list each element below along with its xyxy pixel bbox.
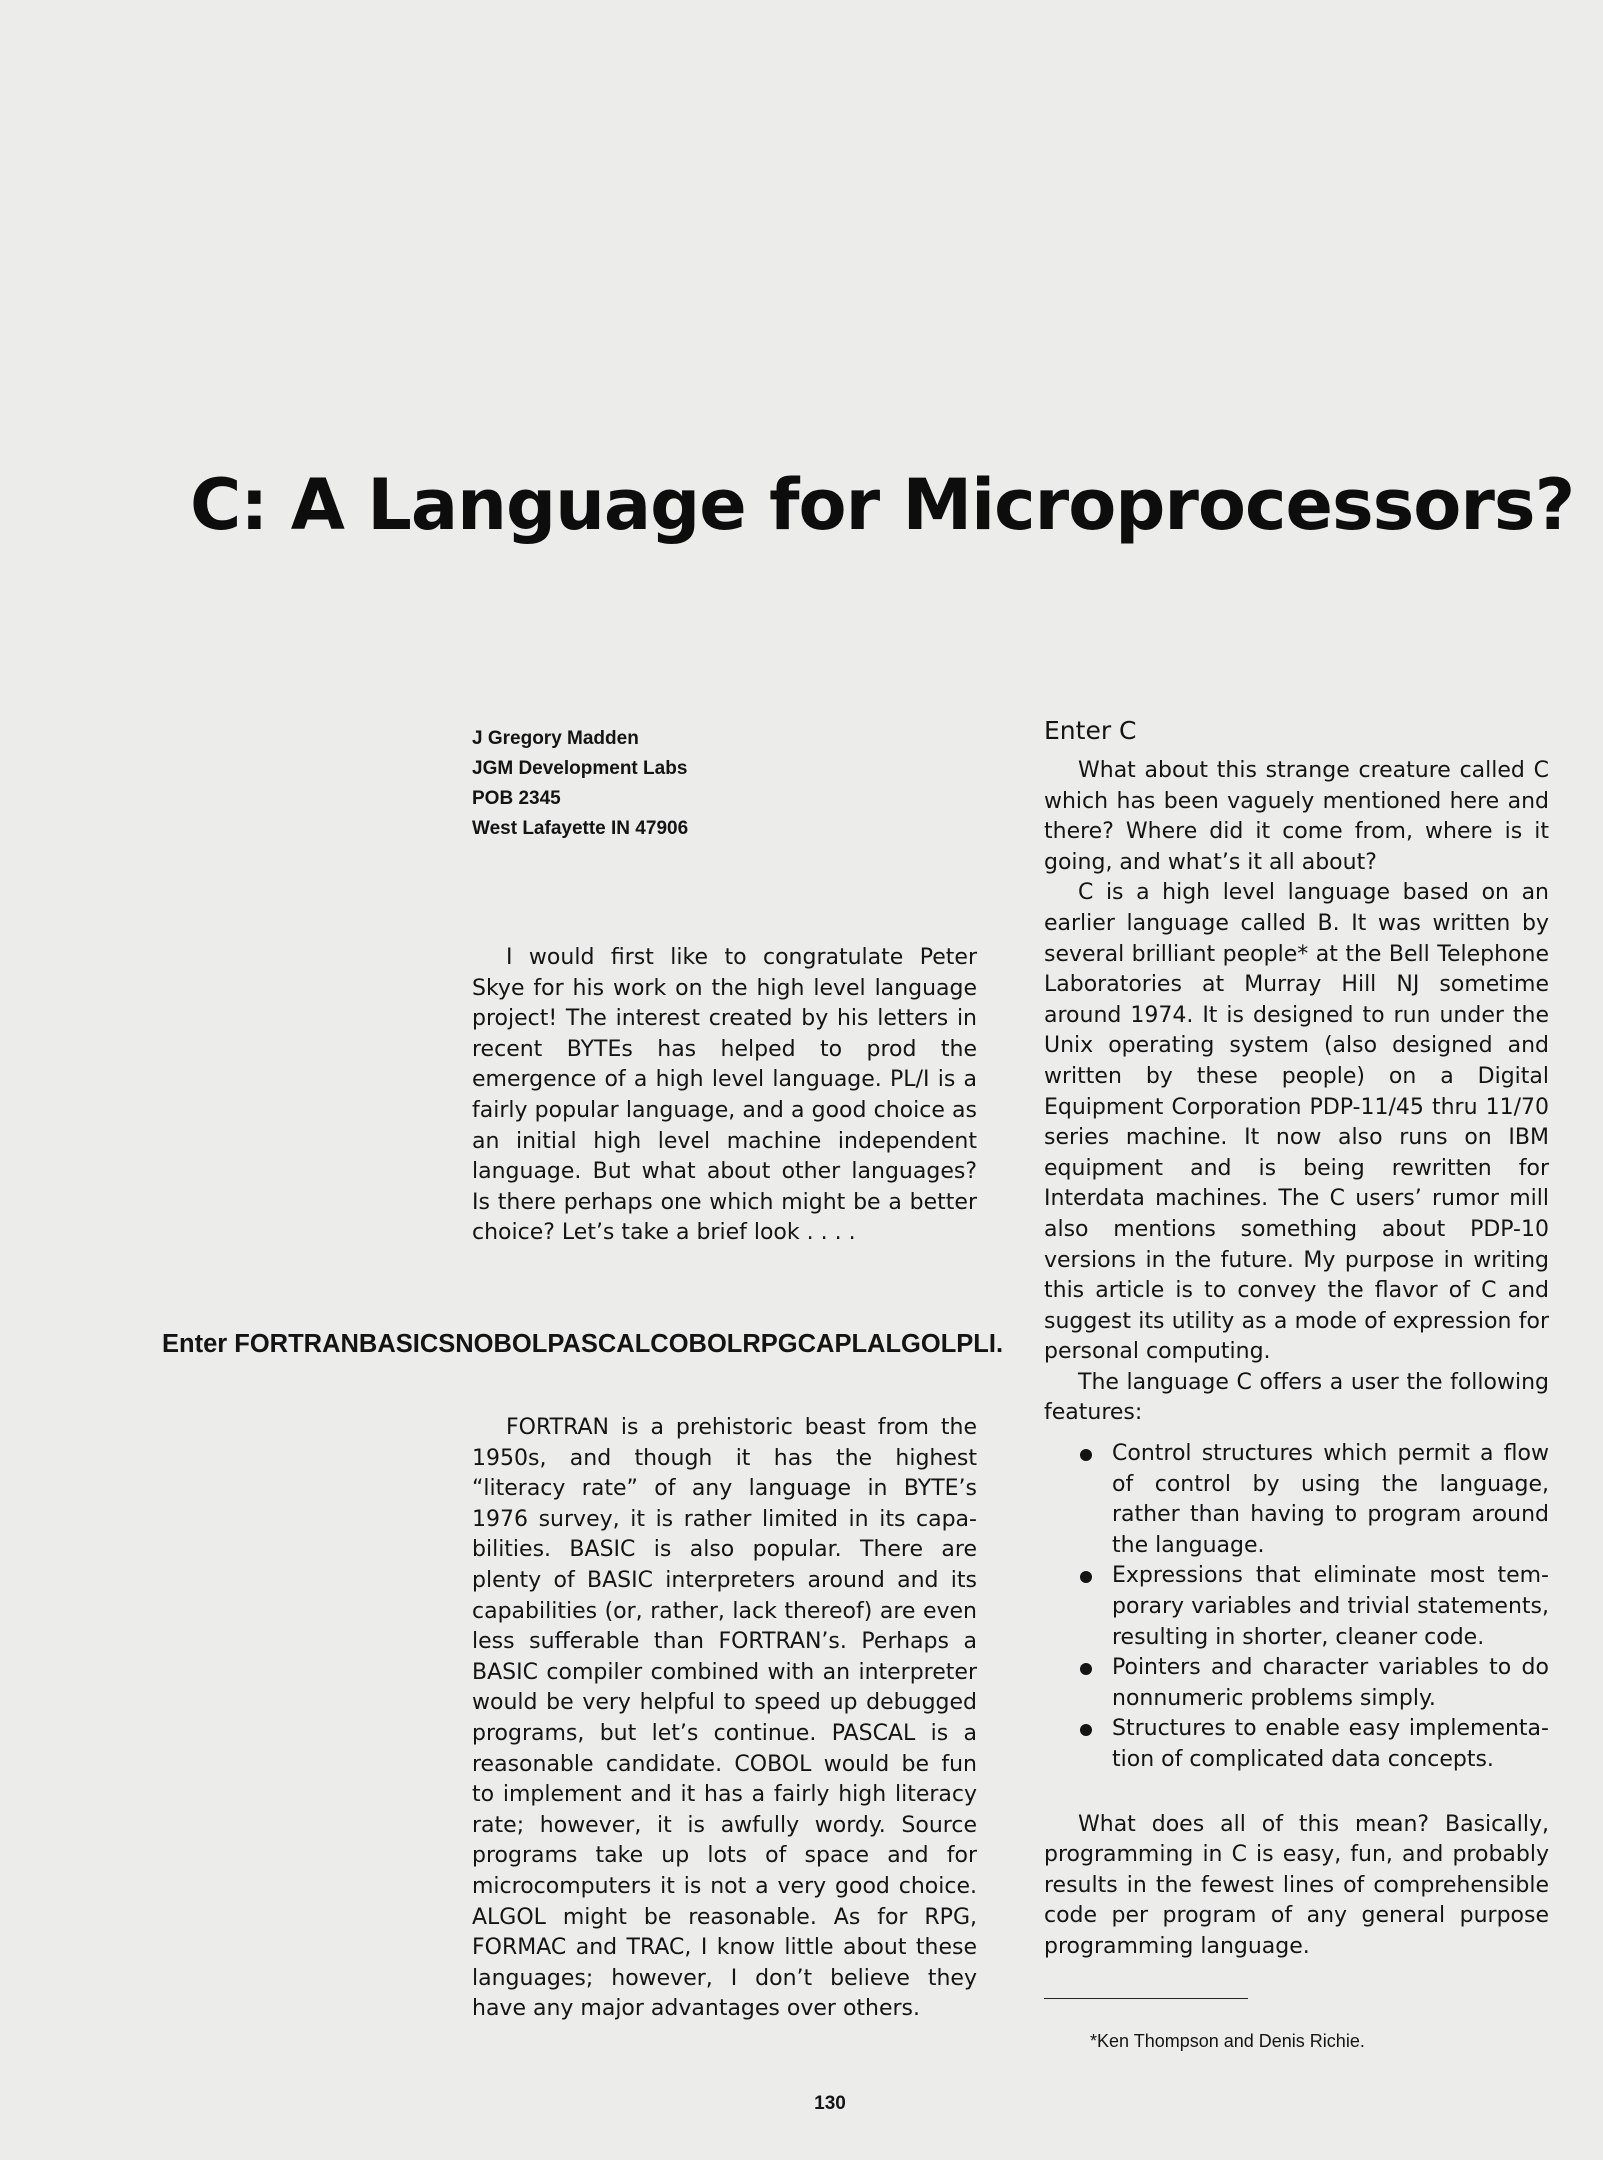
enter-c-heading: Enter C: [1044, 716, 1137, 745]
enter-c-paragraph-2: C is a high level language based on an earlier language called B. It was written by several brilliant people* at the Bell Telephone Laboratories at Murray Hill NJ sometime around 1974. It is designed to run under the Unix operating system (also designed and written by these people) on a Digital Equipment Corporation PDP-11/45 thru 11/70 series machine. It now also runs on IBM equipment and is being rewritten for Interdata machines. The C users’ rumor mill also mentions something about PDP-10 versions in the future. My purpose in writing this article is to convey the flavor of C and suggest its utility as a mode of expression for personal computing.: [1044, 880, 1549, 1365]
bullet-icon: [1080, 1663, 1092, 1675]
feature-text: Structures to enable easy implementation of complicated data concepts.: [1112, 1716, 1549, 1772]
author-organization: JGM Development Labs: [472, 758, 688, 779]
author-byline: [472, 724, 832, 844]
page-number: 130: [814, 2093, 846, 2114]
bullet-icon: [1080, 1724, 1092, 1736]
languages-heading: Enter FORTRANBASICSNOBOLPASCALCOBOLRPGCAPLALGOLPLI.: [162, 1330, 1004, 1358]
feature-item: [1044, 1653, 1549, 1714]
footnote: *Ken Thompson and Denis Richie.: [1090, 2031, 1365, 2051]
enter-c-paragraph-1: What about this strange creature called C which has been vaguely mentioned here and there? Where did it come from, where is it going, and what’s it all about?: [1044, 758, 1549, 875]
languages-paragraph: FORTRAN is a prehistoric beast from the 1950s, and though it has the highest “literacy rate” of any language in BYTE’s 1976 survey, it is rather limited in its capabilities. BASIC is also popular. There are plenty of BASIC interpreters around and its capabilities (or, rather, lack thereof) are even less sufferable than FORTRAN’s. Perhaps a BASIC compiler combined with an interpreter would be very helpful to speed up debugged programs, but let’s continue. PASCAL is a reasonable candidate. COBOL would be fun to implement and it has a fairly high literacy rate; however, it is awfully wordy. Source programs take up lots of space and for microcomputers it is not a very good choice. ALGOL might be reasonable. As for RPG, FORMAC and TRAC, I know little about these languages; however, I don’t believe they have any major advantages over others.: [472, 1415, 977, 2022]
enter-c-column: [1044, 716, 1549, 1963]
author-city: West Lafayette IN 47906: [472, 818, 689, 839]
enter-c-paragraph-4: What does all of this mean? Basically, programming in C is easy, fun, and probably results in the fewest lines of comprehensible code per program of any general purpose programming language.: [1044, 1811, 1549, 1959]
intro-column: [472, 943, 977, 1249]
article-title: C: A Language for Microprocessors?: [190, 463, 1575, 546]
footnote-divider: [1044, 1998, 1248, 1999]
enter-c-paragraph-3: The language C offers a user the following features:: [1044, 1369, 1549, 1426]
author-name: J Gregory Madden: [472, 728, 639, 749]
feature-text: Pointers and character variables to do nonnumeric problems simply.: [1112, 1655, 1549, 1711]
languages-column: [472, 1413, 977, 2025]
feature-item: [1044, 1561, 1549, 1653]
bullet-icon: [1080, 1449, 1092, 1461]
feature-list: [1044, 1439, 1549, 1776]
feature-item: [1044, 1714, 1549, 1775]
feature-text: Expressions that eliminate most temporary variables and trivial statements, resulting in shorter, cleaner code.: [1112, 1563, 1549, 1650]
intro-paragraph: I would first like to congratulate Peter Skye for his work on the high level language project! The interest created by his letters in recent BYTEs has helped to prod the emergence of a high level language. PL/I is a fairly popular language, and a good choice as an initial high level machine independent language. But what about other languages? Is there perhaps one which might be a better choice? Let’s take a brief look . . . .: [472, 945, 977, 1246]
feature-item: [1044, 1439, 1549, 1561]
feature-text: Control structures which permit a flow of control by using the language, rather than having to program around the language.: [1112, 1441, 1549, 1558]
bullet-icon: [1080, 1571, 1092, 1583]
author-address: POB 2345: [472, 788, 561, 809]
